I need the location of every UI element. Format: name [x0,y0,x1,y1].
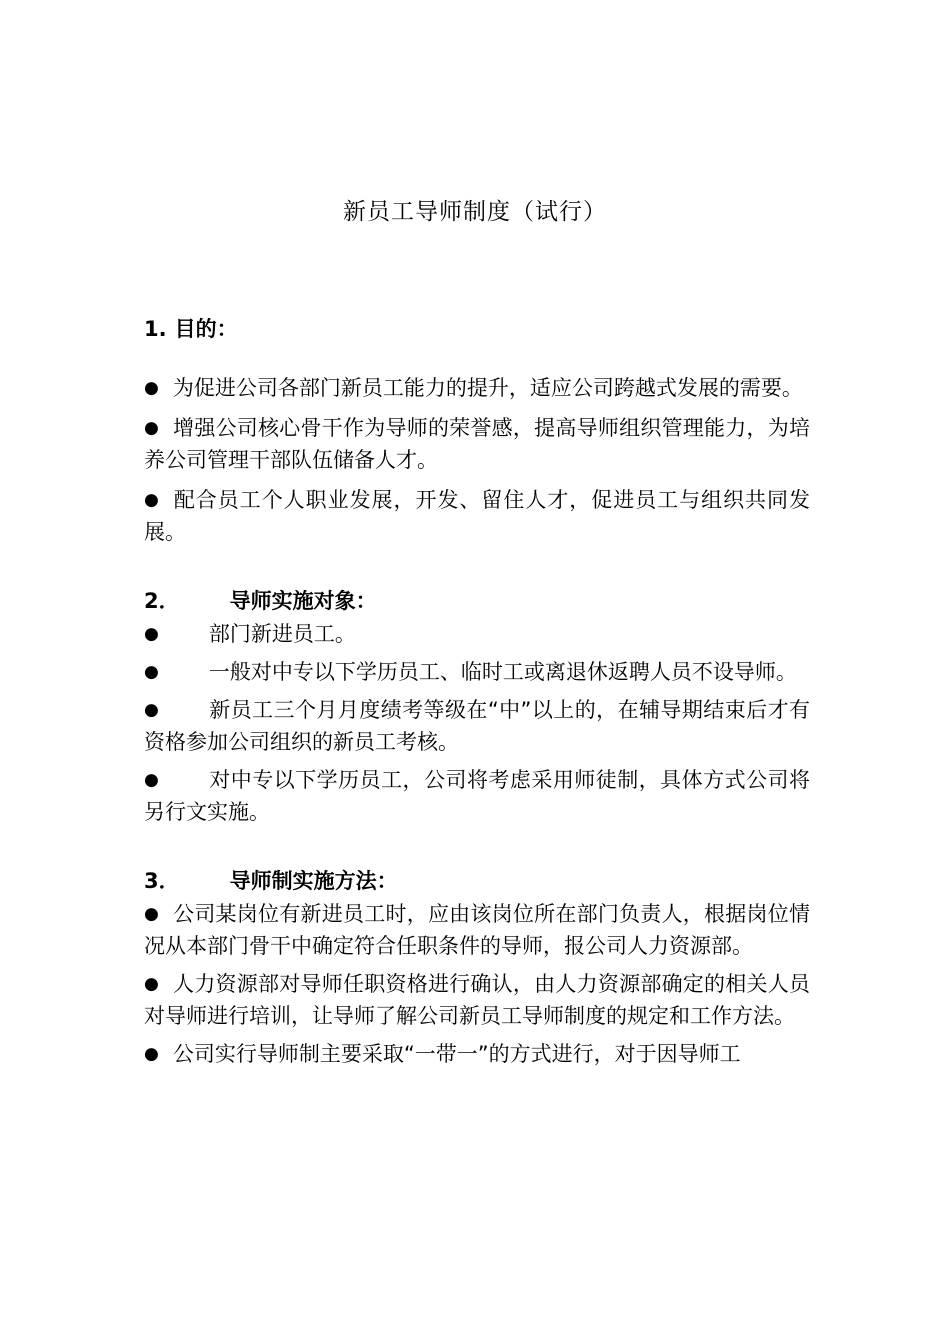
bullet-icon: ● [144,1044,159,1064]
section-title: 目的： [174,317,238,341]
bullet-icon: ● [144,904,159,924]
bullet-icon: ● [144,974,159,994]
section-title: 导师实施对象： [229,589,377,613]
bullet-icon: ● [144,378,159,398]
section-method [144,864,810,1070]
section-number: 1. [144,317,167,341]
bullet-icon: ● [144,418,159,438]
list-item [144,656,810,688]
list-item [144,412,810,476]
list-item [144,484,810,548]
list-item-text: 增强公司核心骨干作为导师的荣誉感，提高导师组织管理能力，为培养公司管理干部队伍储备人才。 [144,416,810,472]
list-item [144,764,810,828]
list-item-text: 对中专以下学历员工，公司将考虑采用师徒制，具体方式公司将另行文实施。 [144,768,810,824]
section-heading [144,864,810,898]
list-item [144,1038,810,1070]
list-item-text: 为促进公司各部门新员工能力的提升，适应公司跨越式发展的需要。 [172,376,803,400]
bullet-icon: ● [144,700,159,720]
section-heading [144,584,810,618]
section-heading [144,312,810,346]
document-body [144,312,810,1070]
list-item-text: 新员工三个月月度绩考等级在“中”以上的，在辅导期结束后才有资格参加公司组织的新员工考核。 [144,698,810,754]
list-item-text: 公司某岗位有新进员工时，应由该岗位所在部门负责人，根据岗位情况从本部门骨干中确定符合任职条件的导师，报公司人力资源部。 [144,902,810,958]
bullet-icon: ● [144,770,159,790]
section-title: 导师制实施方法： [229,869,398,893]
bullet-icon: ● [144,662,159,682]
bullet-icon: ● [144,624,159,644]
list-item-text: 配合员工个人职业发展，开发、留住人才，促进员工与组织共同发展。 [144,488,810,544]
list-item [144,694,810,758]
document-title: 新员工导师制度（试行） [343,199,607,225]
section-number: 3． [144,869,180,893]
list-item-text: 部门新进员工。 [208,622,356,646]
bullet-icon: ● [144,490,159,510]
list-item-text: 一般对中专以下学历员工、临时工或离退休返聘人员不设导师。 [208,660,797,684]
list-item [144,372,810,404]
list-item-text: 公司实行导师制主要采取“一带一”的方式进行，对于因导师工 [172,1042,741,1066]
list-item-text: 人力资源部对导师任职资格进行确认，由人力资源部确定的相关人员对导师进行培训，让导师了解公司新员工导师制度的规定和工作方法。 [144,972,810,1028]
list-item [144,898,810,962]
section-target [144,584,810,828]
section-purpose [144,312,810,548]
list-item [144,968,810,1032]
list-item [144,618,810,650]
section-number: 2． [144,589,180,613]
